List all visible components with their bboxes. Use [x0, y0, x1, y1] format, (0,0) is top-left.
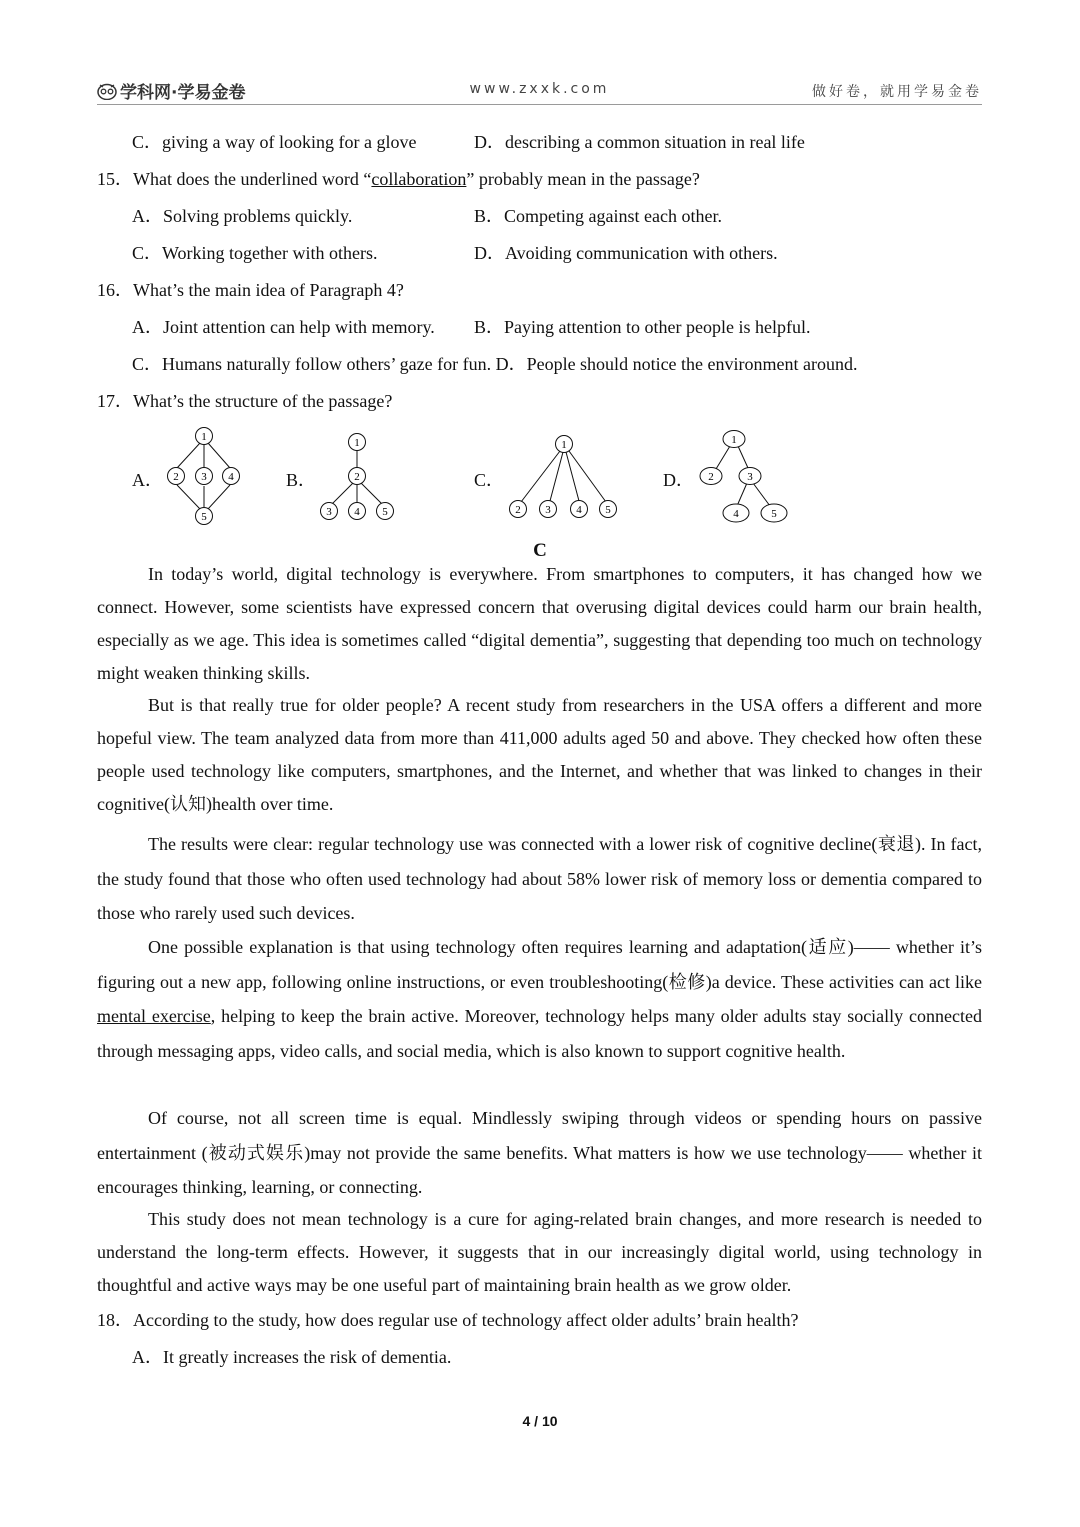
header-slogan: 做好卷，就用学易金卷 — [812, 84, 982, 100]
node-number: 2 — [354, 471, 360, 483]
underlined-phrase: mental exercise — [97, 1006, 211, 1026]
q14-option-d: D．describing a common situation in real life — [474, 132, 805, 152]
q15-stem-pre: 15．What does the underlined word “ — [97, 169, 372, 189]
node-number: 1 — [561, 439, 567, 451]
paragraph-4-text-start: One possible explanation is that using technology often requires learning and adaptation(适应)—— whether it’s figuring out a new app, following online instructions, or even troubleshooting(检修)a device. These activities can act like — [97, 937, 982, 992]
node-number: 4 — [576, 504, 582, 516]
node-number: 4 — [733, 508, 739, 520]
q15-underlined-word: collaboration — [371, 169, 467, 189]
q15-stem-post: ” probably mean in the passage? — [466, 169, 700, 189]
passage-paragraph-4 — [97, 930, 982, 1068]
node-number: 3 — [326, 506, 332, 518]
passage-paragraph-6: This study does not mean technology is a cure for aging-related brain changes, and more research is needed to understand the long-term effects. However, it suggests that in our increasingly digital world, using technology in thoughtful and active ways may be one useful part of maintaining brain health as we grow older. — [97, 1209, 982, 1295]
structure-diagram-a — [160, 422, 250, 530]
node-number: 5 — [201, 511, 207, 523]
q17-option-a-label: A． — [132, 470, 163, 490]
node-number: 4 — [354, 506, 360, 518]
node-number: 1 — [201, 431, 207, 443]
q16-stem: 16．What’s the main idea of Paragraph 4? — [97, 280, 404, 300]
q15-option-b: B．Competing against each other. — [474, 206, 722, 226]
node-number: 1 — [731, 434, 737, 446]
paragraph-4-text-end: , helping to keep the brain active. Moreover, technology helps many older adults stay socially connected through messaging apps, video calls, and social media, which is also known to support cognitive health. — [97, 1006, 982, 1061]
structure-diagram-b — [314, 422, 404, 530]
node-number: 3 — [747, 471, 753, 483]
passage-paragraph-1: In today’s world, digital technology is everywhere. From smartphones to computers, it has changed how we connect. However, some scientists have expressed concern that overusing digital devices could harm our brain health, especially as we age. This idea is sometimes called “digital dementia”, suggesting that depending too much on technology might weaken thinking skills. — [97, 564, 982, 683]
q18-stem: 18．According to the study, how does regular use of technology affect older adults’ brain health? — [97, 1310, 799, 1330]
q17-option-c-label: C． — [474, 470, 505, 490]
node-number: 2 — [173, 471, 179, 483]
q18-option-a: A．It greatly increases the risk of dementia. — [132, 1347, 452, 1367]
node-number: 5 — [771, 508, 777, 520]
node-number: 5 — [605, 504, 611, 516]
page-number: 4 / 10 — [522, 1413, 558, 1429]
passage-paragraph-5: Of course, not all screen time is equal. Mindlessly swiping through videos or spending hours on passive entertainment (被动式娱乐)may not provide the same benefits. What matters is how we use technology—— whether it encourages thinking, learning, or connecting. — [97, 1108, 982, 1197]
node-number: 1 — [354, 437, 360, 449]
structure-diagram-d — [690, 422, 800, 530]
q15-option-c: C．Working together with others. — [132, 243, 378, 263]
node-number: 2 — [708, 471, 714, 483]
q16-option-cd: C．Humans naturally follow others’ gaze for fun. D．People should notice the environment around. — [132, 354, 858, 374]
node-number: 4 — [228, 471, 234, 483]
q15-stem — [97, 167, 700, 191]
node-number: 5 — [382, 506, 388, 518]
node-number: 2 — [515, 504, 521, 516]
passage-letter: C — [533, 540, 547, 561]
passage-paragraph-2: But is that really true for older people? A recent study from researchers in the USA offers a different and more hopeful view. The team analyzed data from more than 411,000 adults aged 50 and above. They checked how often these people used technology like computers, smartphones, and the Internet, and whether that was linked to changes in their cognitive(认知)health over time. — [97, 695, 982, 814]
q15-option-a: A．Solving problems quickly. — [132, 206, 353, 226]
q17-stem: 17．What’s the structure of the passage? — [97, 391, 393, 411]
q17-option-d-label: D． — [663, 470, 694, 490]
q15-option-d: D．Avoiding communication with others. — [474, 243, 778, 263]
node-number: 3 — [201, 471, 207, 483]
q16-option-b: B．Paying attention to other people is helpful. — [474, 317, 811, 337]
site-url: www.zxxk.com — [469, 81, 610, 97]
q17-option-b-label: B． — [286, 470, 317, 490]
structure-diagram-c — [500, 422, 630, 530]
page-header — [97, 76, 982, 105]
passage-paragraph-3: The results were clear: regular technology use was connected with a lower risk of cognitive decline(衰退). In fact, the study found that those who often used technology had about 58% lower risk of memory loss or dementia compared to those who rarely used such devices. — [97, 834, 982, 923]
q16-option-a: A．Joint attention can help with memory. — [132, 317, 435, 337]
logo-text: 学科网·学易金卷 — [120, 83, 246, 103]
node-number: 3 — [545, 504, 551, 516]
q14-option-c: C．giving a way of looking for a glove — [132, 132, 417, 152]
